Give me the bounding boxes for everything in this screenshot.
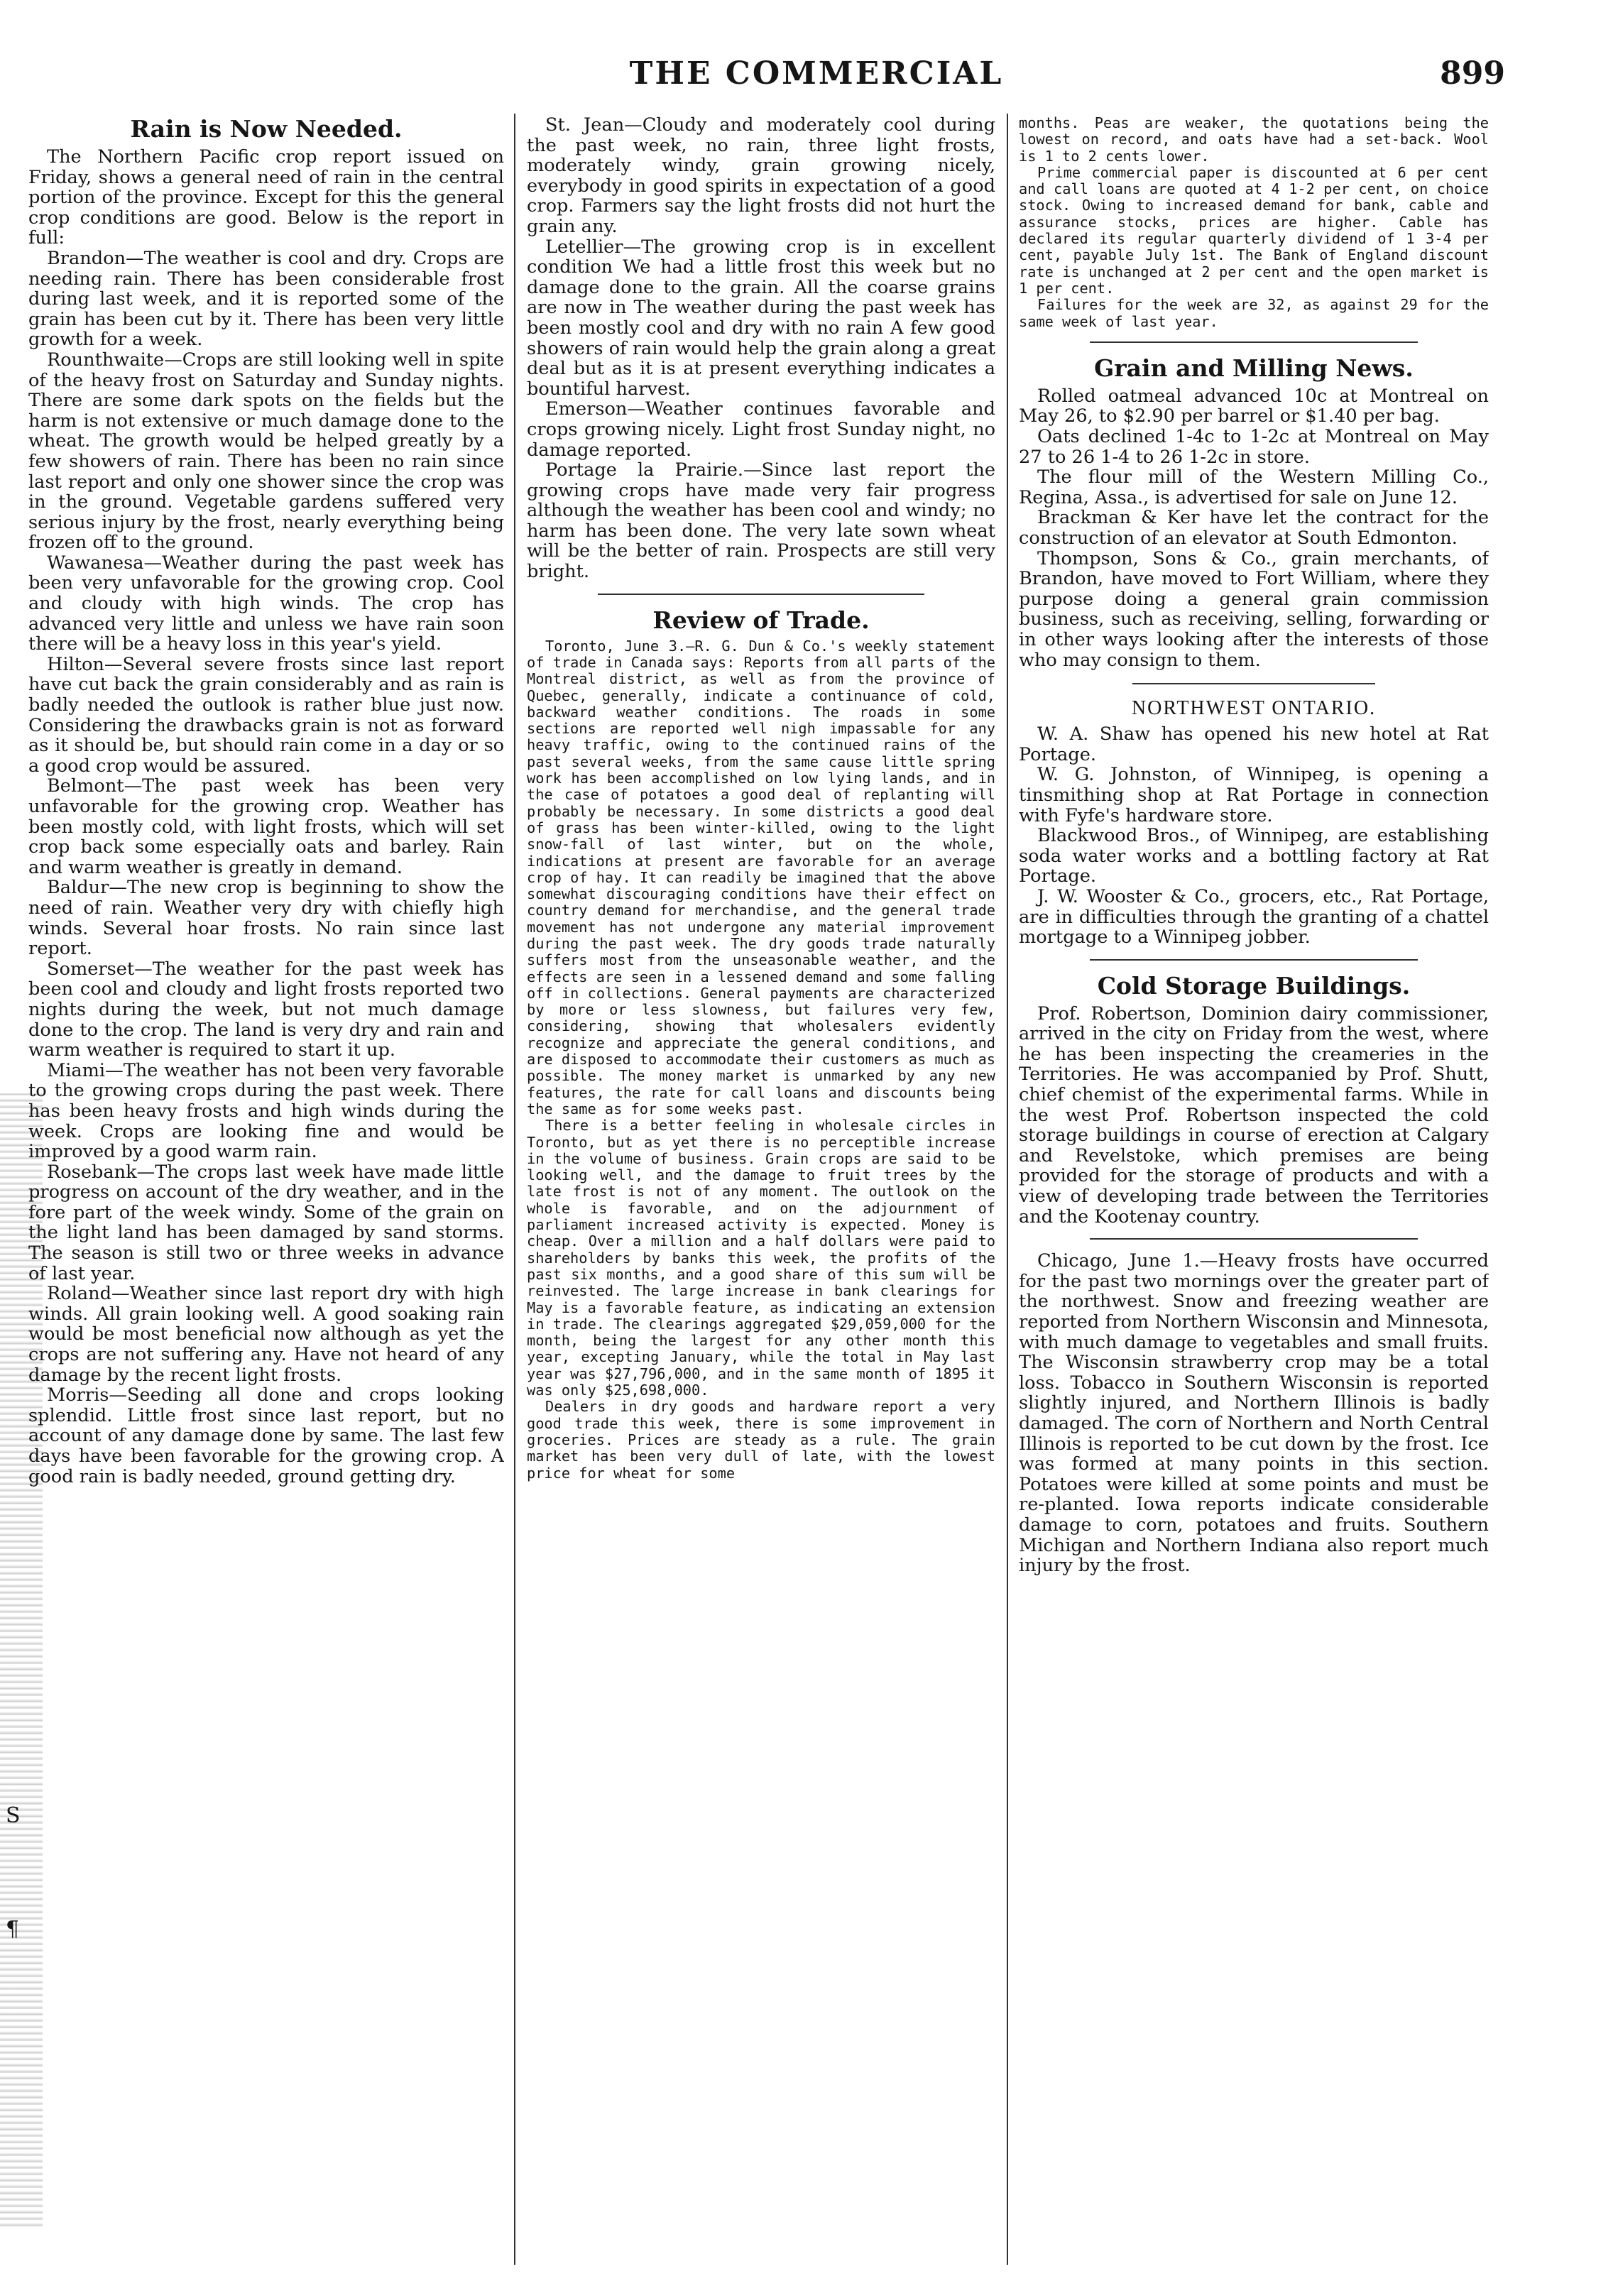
column-divider xyxy=(1007,114,1008,2265)
paragraph: There is a better feeling in wholesale circles in Toronto, but as yet there is no perceptible increase in the volume of business. Grain crops are said to be looking well, and the damage to fruit trees by the late frost is not of any moment. The outlook on the whole is favorable, and on the adjournment of parliament increased activity is expected. Money is cheap. Over a million and a half dollars were paid to shareholders by banks this week, the profits of the past six months, and a good share of this sum will be reinvested. The large increase in bank clearings for May is a favorable feature, as indicating an extension in trade. The clearings aggregated $29,059,000 for the month, being the largest for any other month this year, excepting January, while the total in May last year was $27,796,000, and in the same month of 1895 it was only $25,698,000. xyxy=(527,1117,995,1399)
section-divider xyxy=(1090,341,1418,343)
paragraph: Brackman & Ker have let the contract for the construction of an elevator at South Edmonton. xyxy=(1019,507,1489,550)
article-body-rain-continued xyxy=(527,115,995,582)
paragraph: Letellier—The growing crop is in excellent condition We had a little frost this week but no damage done to the grain. All the coarse grains are now in The weather during the past week has been mostly cool and dry with no rain A few good showers of rain would help the grain along a great deal but as it is at present everything indicates a bountiful harvest. xyxy=(527,236,995,400)
paragraph: Miami—The weather has not been very favorable to the growing crops during the past week. There has been heavy frosts and high winds during the week. Crops are looking fine and would be improved by a good warm rain. xyxy=(28,1059,504,1163)
column-1 xyxy=(28,115,504,2268)
paragraph: Somerset—The weather for the past week has been cool and cloudy and light frosts reported two nights during the week, but not much damage done to the crop. The land is very dry and rain and warm weather is required to start it up. xyxy=(28,958,504,1061)
article-title-cold-storage: Cold Storage Buildings. xyxy=(1097,971,1411,1000)
article-title-northwest: NORTHWEST ONTARIO. xyxy=(1131,697,1377,720)
paragraph: St. Jean—Cloudy and moderately cool during the past week, no rain, three light frosts, moderately windy, grain growing nicely, everybody in good spirits in expectation of a good crop. Farmers say the light frosts did not hurt the grain any. xyxy=(527,115,995,237)
paragraph: W. A. Shaw has opened his new hotel at Rat Portage. xyxy=(1019,723,1489,765)
section-divider xyxy=(1090,1238,1418,1240)
margin-mark: S xyxy=(6,1803,21,1828)
paragraph: Dealers in dry goods and hardware report a very good trade this week, there is some improvement in groceries. Prices are steady as a rule. The grain market has been very dull of late, with the lowest price for wheat for some xyxy=(527,1398,995,1482)
article-body-review-continued xyxy=(1019,115,1489,330)
paragraph: Chicago, June 1.—Heavy frosts have occurred for the past two mornings over the greater part of the northwest. Snow and freezing weather are reported from Northern Wisconsin and Minnesota, with much damage to vegetables and small fruits. The Wisconsin strawberry crop may be a total loss. Tobacco in Southern Wisconsin is reported slightly injured, and Northern Illinois is badly damaged. The corn of Northern and North Central Illinois is reported to be cut down by the frost. Ice was formed at many points in this section. Potatoes were killed at some points and must be re-planted. Iowa reports indicate considerable damage to corn, potatoes and fruits. Southern Michigan and Northern Indiana also report much injury by the frost. xyxy=(1019,1250,1489,1577)
section-divider xyxy=(598,594,924,595)
article-body-chicago xyxy=(1019,1251,1489,1576)
paragraph: Roland—Weather since last report dry with high winds. All grain looking well. A good soaking rain would be most beneficial now although as yet the crops are not suffering any. Have not heard of any damage by the recent light frosts. xyxy=(28,1283,504,1386)
paragraph: Blackwood Bros., of Winnipeg, are establishing soda water works and a bottling factory at Rat Portage. xyxy=(1019,825,1489,887)
article-body-northwest xyxy=(1019,724,1489,948)
paragraph: Failures for the week are 32, as against 29 for the same week of last year. xyxy=(1019,296,1489,330)
margin-mark: ¶ xyxy=(6,1917,20,1942)
paragraph: Rolled oatmeal advanced 10c at Montreal on May 26, to $2.90 per barrel or $1.40 per bag. xyxy=(1019,385,1489,427)
paragraph: W. G. Johnston, of Winnipeg, is opening a tinsmithing shop at Rat Portage in connection with Fyfe's hardware store. xyxy=(1019,764,1489,826)
paragraph: Prof. Robertson, Dominion dairy commissioner, arrived in the city on Friday from the west, where he has been inspecting the creameries in the Territories. He was accompanied by Prof. Shutt, chief chemist of the experimental farms. While in the west Prof. Robertson inspected the cold storage buildings in course of erection at Calgary and Revelstoke, which premises are being provided for the storage of products and with a view of developing trade between the Territories and the Kootenay country. xyxy=(1019,1002,1489,1228)
paragraph: Baldur—The new crop is beginning to show the need of rain. Weather very dry with chiefly high winds. Several hoar frosts. No rain since last report. xyxy=(28,877,504,960)
paragraph: Oats declined 1-4c to 1-2c at Montreal on May 27 to 26 1-4 to 26 1-2c in store. xyxy=(1019,426,1489,468)
column-3 xyxy=(1019,115,1489,2268)
article-body-rain xyxy=(28,147,504,1487)
section-divider xyxy=(1132,683,1375,684)
column-divider xyxy=(514,114,515,2265)
paragraph: Morris—Seeding all done and crops looking splendid. Little frost since last report, but no account of any damage done by same. The last few days have been favorable for the growing crop. A good rain is badly needed, ground getting dry. xyxy=(28,1384,504,1487)
paragraph: Brandon—The weather is cool and dry. Crops are needing rain. There has been considerable frost during last week, and it is reported some of the grain has been cut by it. There has been very little growth for a week. xyxy=(28,247,504,351)
paragraph: Wawanesa—Weather during the past week has been very unfavorable for the growing crop. Cool and cloudy with high winds. The crop has advanced very little and unless we have rain soon there will be a heavy loss in this year's yield. xyxy=(28,552,504,655)
article-title-review: Review of Trade. xyxy=(652,606,870,634)
article-title-rain: Rain is Now Needed. xyxy=(130,115,403,143)
paragraph: Rosebank—The crops last week have made little progress on account of the dry weather, and in the fore part of the week windy. Some of the grain on the light land has been damaged by sand storms. The season is still two or three weeks in advance of last year. xyxy=(28,1161,504,1284)
section-divider xyxy=(1090,959,1418,961)
paragraph: Rounthwaite—Crops are still looking well in spite of the heavy frost on Saturday and Sunday nights. There are some dark spots on the fields but the harm is not extensive or much damage done to the wheat. The growth would be helped greatly by a few showers of rain. There has been no rain since last report and only one shower since the crop was in the ground. Vegetable gardens suffered very serious injury by the frost, nearly everything being frozen off to the ground. xyxy=(28,349,504,554)
paragraph: J. W. Wooster & Co., grocers, etc., Rat Portage, are in difficulties through the granting of a chattel mortgage to a Winnipeg jobber. xyxy=(1019,885,1489,949)
article-body-cold-storage xyxy=(1019,1004,1489,1228)
paragraph: The Northern Pacific crop report issued on Friday, shows a general need of rain in the central portion of the province. Except for this the general crop conditions are good. Below is the report in full: xyxy=(28,146,504,249)
paragraph: Emerson—Weather continues favorable and crops growing nicely. Light frost Sunday night, no damage reported. xyxy=(527,398,995,461)
page-header xyxy=(0,55,1618,98)
publication-title: THE COMMERCIAL xyxy=(629,55,1004,92)
paragraph: Belmont—The past week has been very unfavorable for the growing crop. Weather has been mostly cold, with light frosts, which will set crop back some especially oats and barley. Rain and warm weather is greatly in demand. xyxy=(28,775,504,878)
article-body-grain xyxy=(1019,386,1489,670)
paragraph: Toronto, June 3.—R. G. Dun & Co.'s weekly statement of trade in Canada says: Reports from all parts of the Montreal district, as well as from the province of Quebec, generally, indicate a continuance of cold, backward weather conditions. The roads in some sections are reported well nigh impassable for any heavy traffic, owing to the continued rains of the past several weeks, from the same cause little spring work has been accomplished on low lying lands, and in the case of potatoes a good deal of replanting will probably be necessary. In some districts a good deal of grass has been winter-killed, owing to the light snow-fall of last winter, but on the whole, indications at present are favorable for an average crop of hay. It can readily be imagined that the above somewhat discouraging conditions have their effect on country demand for merchandise, and the general trade movement has not undergone any material improvement during the past week. The dry goods trade naturally suffers most from the unseasonable weather, and the effects are seen in a lessened demand and some falling off in collections. General payments are characterized by more or less slowness, but failures very few, considering, showing that wholesalers evidently recognize and appreciate the general conditions, and are disposed to accommodate their customers as much as possible. The money market is unmarked by any new features, the rate for call loans and discounts being the same as for some weeks past. xyxy=(527,637,995,1117)
paragraph: Portage la Prairie.—Since last report the growing crops have made very fair progress although the weather has been cool and windy; no harm has been done. The very late sown wheat will be the better of rain. Prospects are still very bright. xyxy=(527,459,995,583)
paragraph: Prime commercial paper is discounted at 6 per cent and call loans are quoted at 4 1-2 per cent, on choice stock. Owing to increased demand for bank, cable and assurance stocks, prices are higher. Cable has declared its regular quarterly dividend of 1 3-4 per cent, payable July 1st. The Bank of England discount rate is unchanged at 2 per cent and the open market is 1 per cent. xyxy=(1019,163,1489,297)
article-title-grain: Grain and Milling News. xyxy=(1094,354,1414,382)
article-body-review xyxy=(527,638,995,1482)
paragraph: Hilton—Several severe frosts since last report have cut back the grain considerably and as rain is badly needed the outlook is rather blue just now. Considering the drawbacks grain is not as forward as it should be, but should rain come in a day or so a good crop would be assured. xyxy=(28,653,504,777)
page-number: 899 xyxy=(1440,55,1505,92)
paragraph: The flour mill of the Western Milling Co., Regina, Assa., is advertised for sale on June 12. xyxy=(1019,466,1489,508)
paragraph: Thompson, Sons & Co., grain merchants, of Brandon, have moved to Fort William, where they purpose doing a general grain commission business, such as receiving, selling, forwarding or in other ways looking after the interests of those who may consign to them. xyxy=(1019,547,1489,671)
paragraph: months. Peas are weaker, the quotations being the lowest on record, and oats have had a set-back. Wool is 1 to 2 cents lower. xyxy=(1019,115,1489,165)
column-2 xyxy=(527,115,995,2268)
